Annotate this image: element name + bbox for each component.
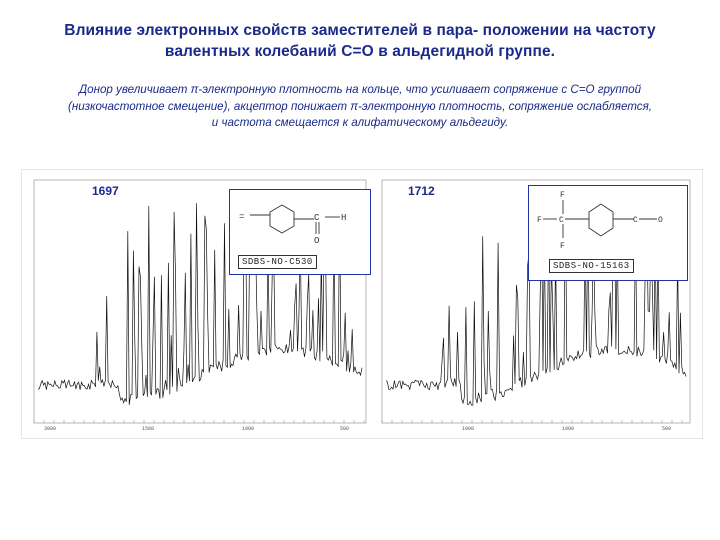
description-line-3: и частота смещается к алифатическому альдегиду.	[211, 116, 509, 129]
ir-spectra-figure	[22, 170, 702, 438]
benzene-ring-right	[589, 204, 613, 236]
svg-text:C: C	[559, 216, 564, 225]
left-tick-1: 3000	[44, 426, 57, 432]
svg-text:=: =	[239, 212, 245, 222]
right-tick-3: 500	[662, 426, 672, 432]
svg-text:H: H	[341, 213, 347, 223]
benzene-ring	[270, 205, 294, 233]
left-tick-4: 500	[340, 426, 350, 432]
svg-text:C: C	[633, 216, 638, 225]
axis-ticks	[34, 420, 682, 423]
description-line-2: (низкочастотное смещение), акцептор понижает π-электронную плотность, сопряжение ослабляется,	[67, 99, 652, 113]
description-line-1: Донор увеличивает π-электронную плотность на кольце, что усиливает сопряжение с С=О группой	[78, 83, 642, 96]
svg-text:F: F	[537, 216, 542, 225]
left-tick-3: 1000	[242, 426, 255, 432]
title-line-2: валентных колебаний С=О в альдегидной группе.	[164, 43, 556, 60]
left-tick-2: 1500	[142, 426, 155, 432]
svg-text:O: O	[314, 236, 320, 246]
title-line-1: Влияние электронных свойств заместителей в пара- положении на частоту	[64, 22, 656, 39]
svg-text:C: C	[314, 213, 320, 223]
left-sdbs-label: SDBS-NO-C530	[238, 255, 317, 269]
left-structure-inset	[229, 189, 371, 275]
right-peak-label: 1712	[408, 184, 435, 198]
right-tick-1: 1000	[462, 426, 475, 432]
svg-text:F: F	[560, 191, 565, 200]
right-sdbs-label: SDBS-NO-15163	[549, 259, 634, 273]
right-structure-inset	[528, 185, 688, 281]
left-peak-label: 1697	[92, 184, 119, 198]
svg-text:O: O	[658, 216, 663, 225]
description	[0, 82, 720, 132]
svg-text:F: F	[560, 242, 565, 251]
right-tick-2: 1000	[562, 426, 575, 432]
slide-title	[0, 20, 720, 62]
